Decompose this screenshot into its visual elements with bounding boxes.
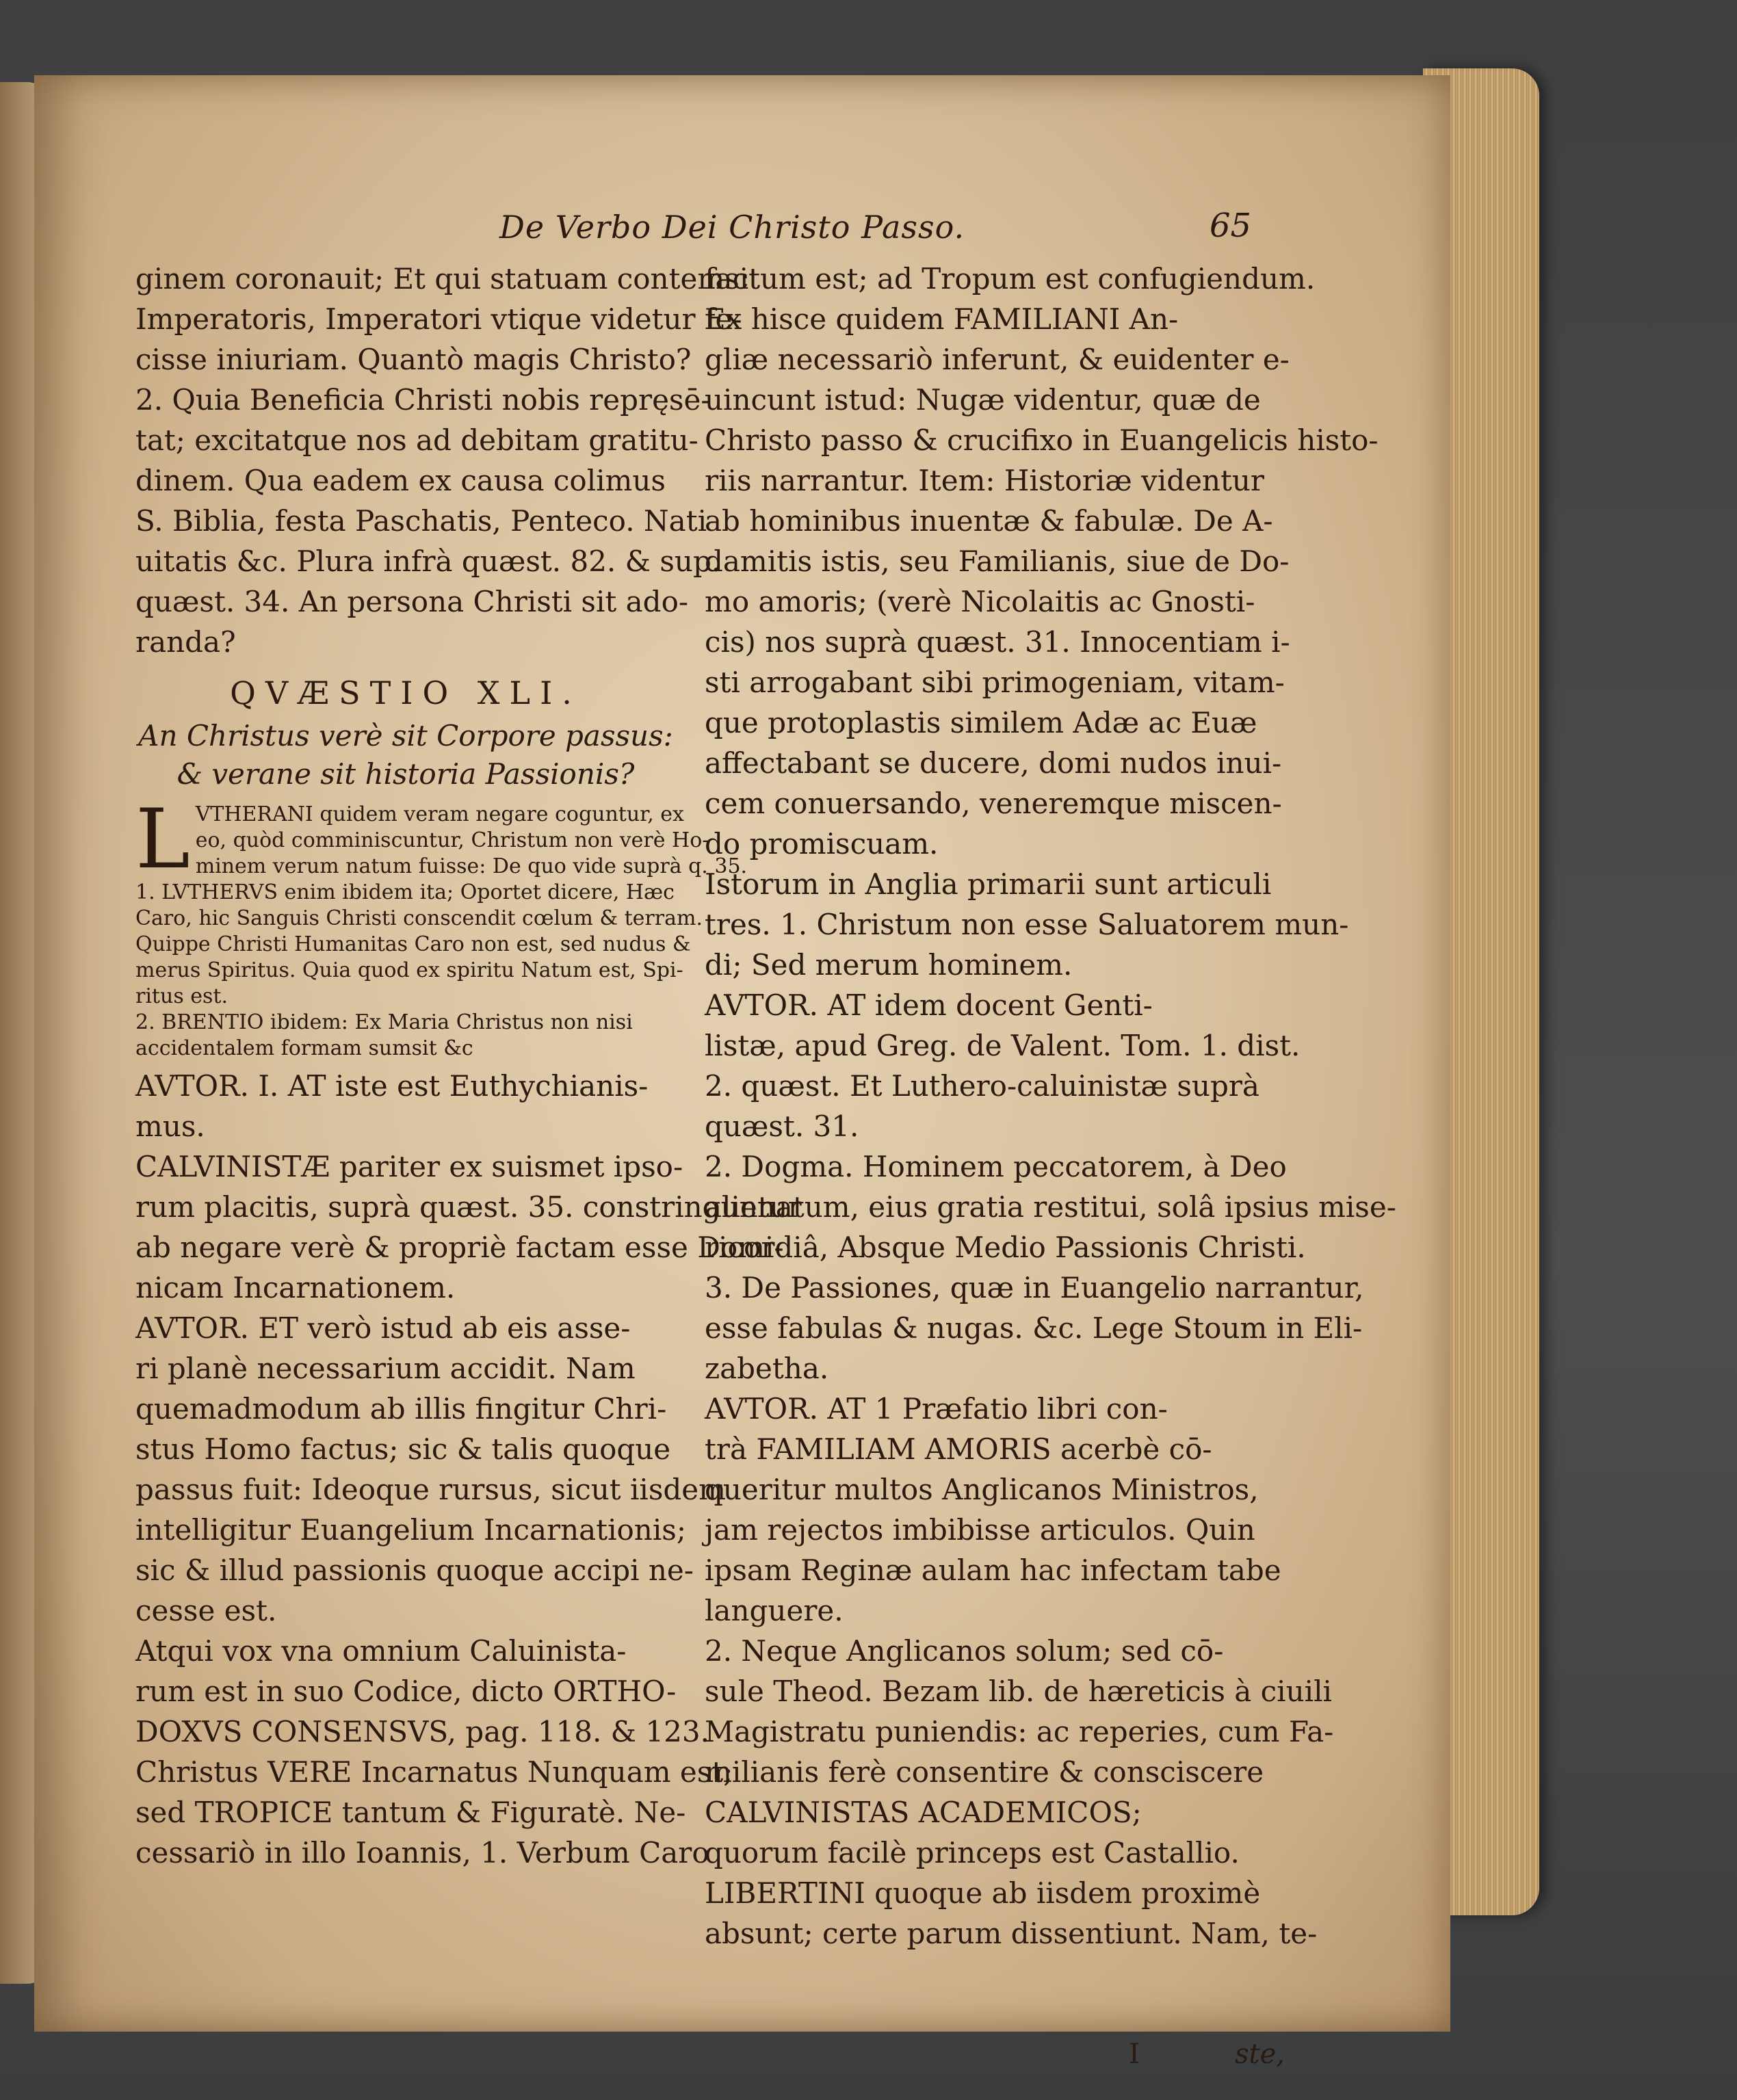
text-line: Ex hisce quidem FAMILIANI An-	[705, 302, 1179, 336]
text-line: cesse est.	[135, 1594, 277, 1627]
text-line: di; Sed merum hominem.	[705, 948, 1073, 982]
text-line: minem verum natum fuisse: De quo vide suprà q. 35.	[195, 854, 748, 878]
text-line: Imperatoris, Imperatori vtique videtur fe-	[135, 302, 742, 336]
text-line: Magistratu puniendis: ac reperies, cum Fa-	[705, 1715, 1334, 1748]
text-line: tres. 1. Christum non esse Saluatorem mun-	[705, 908, 1349, 941]
text-line: trà FAMILIAM AMORIS acerbè cō-	[705, 1432, 1212, 1466]
right-column-lines	[705, 259, 1396, 1954]
text-line: sti arrogabant sibi primogeniam, vitam-	[705, 666, 1285, 699]
question-title: QVÆSTIO XLI.	[230, 674, 582, 711]
text-line: stus Homo factus; sic & talis quoque	[135, 1432, 671, 1466]
text-line: AVTOR. ET verò istud ab eis asse-	[135, 1311, 631, 1345]
text-line: do promiscuam.	[705, 827, 939, 861]
text-line: AVTOR. AT idem docent Genti-	[705, 988, 1153, 1022]
running-head: De Verbo Dei Christo Passo.	[499, 209, 965, 246]
text-line: Christus VERE Incarnatus Nunquam est;	[135, 1755, 733, 1789]
text-line: 3. De Passiones, quæ in Euangelio narrantur,	[705, 1271, 1364, 1304]
text-line: passus fuit: Ideoque rursus, sicut iisdem	[135, 1473, 726, 1506]
text-line: 2. Neque Anglicanos solum; sed cō-	[705, 1634, 1224, 1668]
text-line: VTHERANI quidem veram negare coguntur, ex	[195, 802, 684, 826]
text-line: listæ, apud Greg. de Valent. Tom. 1. dist.	[705, 1029, 1301, 1062]
text-line: quorum facilè princeps est Castallio.	[705, 1836, 1240, 1869]
text-line: affectabant se ducere, domi nudos inui-	[705, 746, 1282, 780]
text-line: damitis istis, seu Familianis, siue de Do-	[705, 544, 1290, 578]
text-line: rum placitis, suprà quæst. 35. constringuntur	[135, 1190, 802, 1224]
text-line: 2. Quia Beneficia Christi nobis repręsē-	[135, 383, 711, 417]
text-line: quemadmodum ab illis fingitur Chri-	[135, 1392, 667, 1426]
small-print-lines	[135, 792, 748, 1062]
text-line: AVTOR. AT 1 Præfatio libri con-	[705, 1392, 1168, 1426]
text-line: CALVINISTAS ACADEMICOS;	[705, 1796, 1142, 1829]
text-line: Caro, hic Sanguis Christi conscendit cœlum & terram.	[135, 906, 703, 930]
text-line: jam rejectos imbibisse articulos. Quin	[705, 1513, 1255, 1547]
text-line: que protoplastis similem Adæ ac Euæ	[705, 706, 1257, 739]
text-line: 2. BRENTIO ibidem: Ex Maria Christus non nisi	[135, 1010, 633, 1034]
text-line: LIBERTINI quoque ab iisdem proximè	[705, 1876, 1261, 1910]
text-line: sule Theod. Bezam lib. de hæreticis à ciuili	[705, 1675, 1332, 1708]
text-line: milianis ferè consentire & consciscere	[705, 1755, 1264, 1789]
text-line: intelligitur Euangelium Incarnationis;	[135, 1513, 686, 1547]
text-line: ipsam Reginæ aulam hac infectam tabe	[705, 1553, 1281, 1587]
text-line: uincunt istud: Nugæ videntur, quæ de	[705, 383, 1261, 417]
text-line: cis) nos suprà quæst. 31. Innocentiam i-	[705, 625, 1290, 659]
small-print-block	[135, 792, 748, 1062]
text-line: sic & illud passionis quoque accipi ne-	[135, 1553, 694, 1587]
text-line: AVTOR. I. AT iste est Euthychianis-	[135, 1069, 649, 1103]
text-line: Atqui vox vna omnium Caluinista-	[135, 1634, 627, 1668]
question-subtitle-1: An Christus verè sit Corpore passus:	[138, 719, 673, 752]
text-line: randa?	[135, 625, 236, 659]
text-line: uitatis &c. Plura infrà quæst. 82. & sup.	[135, 544, 721, 578]
text-line: gliæ necessariò inferunt, & euidenter e-	[705, 343, 1290, 376]
text-line: ab hominibus inuentæ & fabulæ. De A-	[705, 504, 1273, 538]
text-line: quæst. 31.	[705, 1110, 859, 1143]
text-line: factum est; ad Tropum est confugiendum.	[705, 262, 1316, 296]
signature-mark: I	[1129, 2038, 1140, 2070]
text-line: DOXVS CONSENSVS, pag. 118. & 123.	[135, 1715, 709, 1748]
text-line: 2. quæst. Et Luthero-caluinistæ suprà	[705, 1069, 1259, 1103]
text-line: tat; excitatque nos ad debitam gratitu-	[135, 423, 698, 457]
text-line: dinem. Qua eadem ex causa colimus	[135, 464, 666, 497]
text-line: esse fabulas & nugas. &c. Lege Stoum in Eli-	[705, 1311, 1363, 1345]
text-line: zabetha.	[705, 1352, 829, 1385]
text-line: rum est in suo Codice, dicto ORTHO-	[135, 1675, 677, 1708]
text-line: Istorum in Anglia primarii sunt articuli	[705, 867, 1272, 901]
text-line: Christo passo & crucifixo in Euangelicis histo-	[705, 423, 1379, 457]
text-line: mo amoris; (verè Nicolaitis ac Gnosti-	[705, 585, 1255, 618]
text-line: languere.	[705, 1594, 844, 1627]
text-line: ab negare verè & propriè factam esse Domi-	[135, 1231, 784, 1264]
text-line: quæst. 34. An persona Christi sit ado-	[135, 585, 689, 618]
text-line: Quippe Christi Humanitas Caro non est, sed nudus &	[135, 932, 691, 956]
drop-cap: L	[135, 792, 190, 887]
right-column	[705, 259, 1396, 1954]
text-line: ginem coronauit; Et qui statuam contemsit	[135, 262, 761, 296]
page-number: 65	[1210, 207, 1252, 245]
text-line: absunt; certe parum dissentiunt. Nam, te-	[705, 1917, 1318, 1950]
text-line: 1. LVTHERVS enim ibidem ita; Oportet dicere, Hæc	[135, 880, 675, 904]
text-line: eo, quòd comminiscuntur, Christum non verè Ho-	[195, 828, 709, 852]
text-line: merus Spiritus. Quia quod ex spiritu Natum est, Spi-	[135, 958, 683, 982]
text-line: alienatum, eius gratia restitui, solâ ipsius mise-	[705, 1190, 1396, 1224]
text-line: S. Biblia, festa Paschatis, Penteco. Nati	[135, 504, 707, 538]
text-line: accidentalem formam sumsit &c	[135, 1036, 473, 1060]
text-line: nicam Incarnationem.	[135, 1271, 456, 1304]
book-page	[34, 75, 1450, 2070]
text-line: 2. Dogma. Hominem peccatorem, à Deo	[705, 1150, 1287, 1183]
text-line: cessariò in illo Ioannis, 1. Verbum Caro	[135, 1836, 709, 1869]
question-subtitle-2: & verane sit historia Passionis?	[177, 757, 635, 791]
text-line: ri planè necessarium accidit. Nam	[135, 1352, 636, 1385]
text-line: queritur multos Anglicanos Ministros,	[705, 1473, 1259, 1506]
text-line: CALVINISTÆ pariter ex suismet ipso-	[135, 1150, 683, 1183]
text-line: cem conuersando, veneremque miscen-	[705, 787, 1282, 820]
text-line: ritus est.	[135, 984, 228, 1008]
text-line: ricordiâ, Absque Medio Passionis Christi.	[705, 1231, 1306, 1264]
text-line: mus.	[135, 1110, 205, 1143]
text-line: sed TROPICE tantum & Figuratè. Ne-	[135, 1796, 686, 1829]
text-line: riis narrantur. Item: Historiæ videntur	[705, 464, 1264, 497]
text-line: cisse iniuriam. Quantò magis Christo?	[135, 343, 692, 376]
left-column-lines	[135, 259, 761, 662]
catchword: ste,	[1235, 2038, 1285, 2070]
